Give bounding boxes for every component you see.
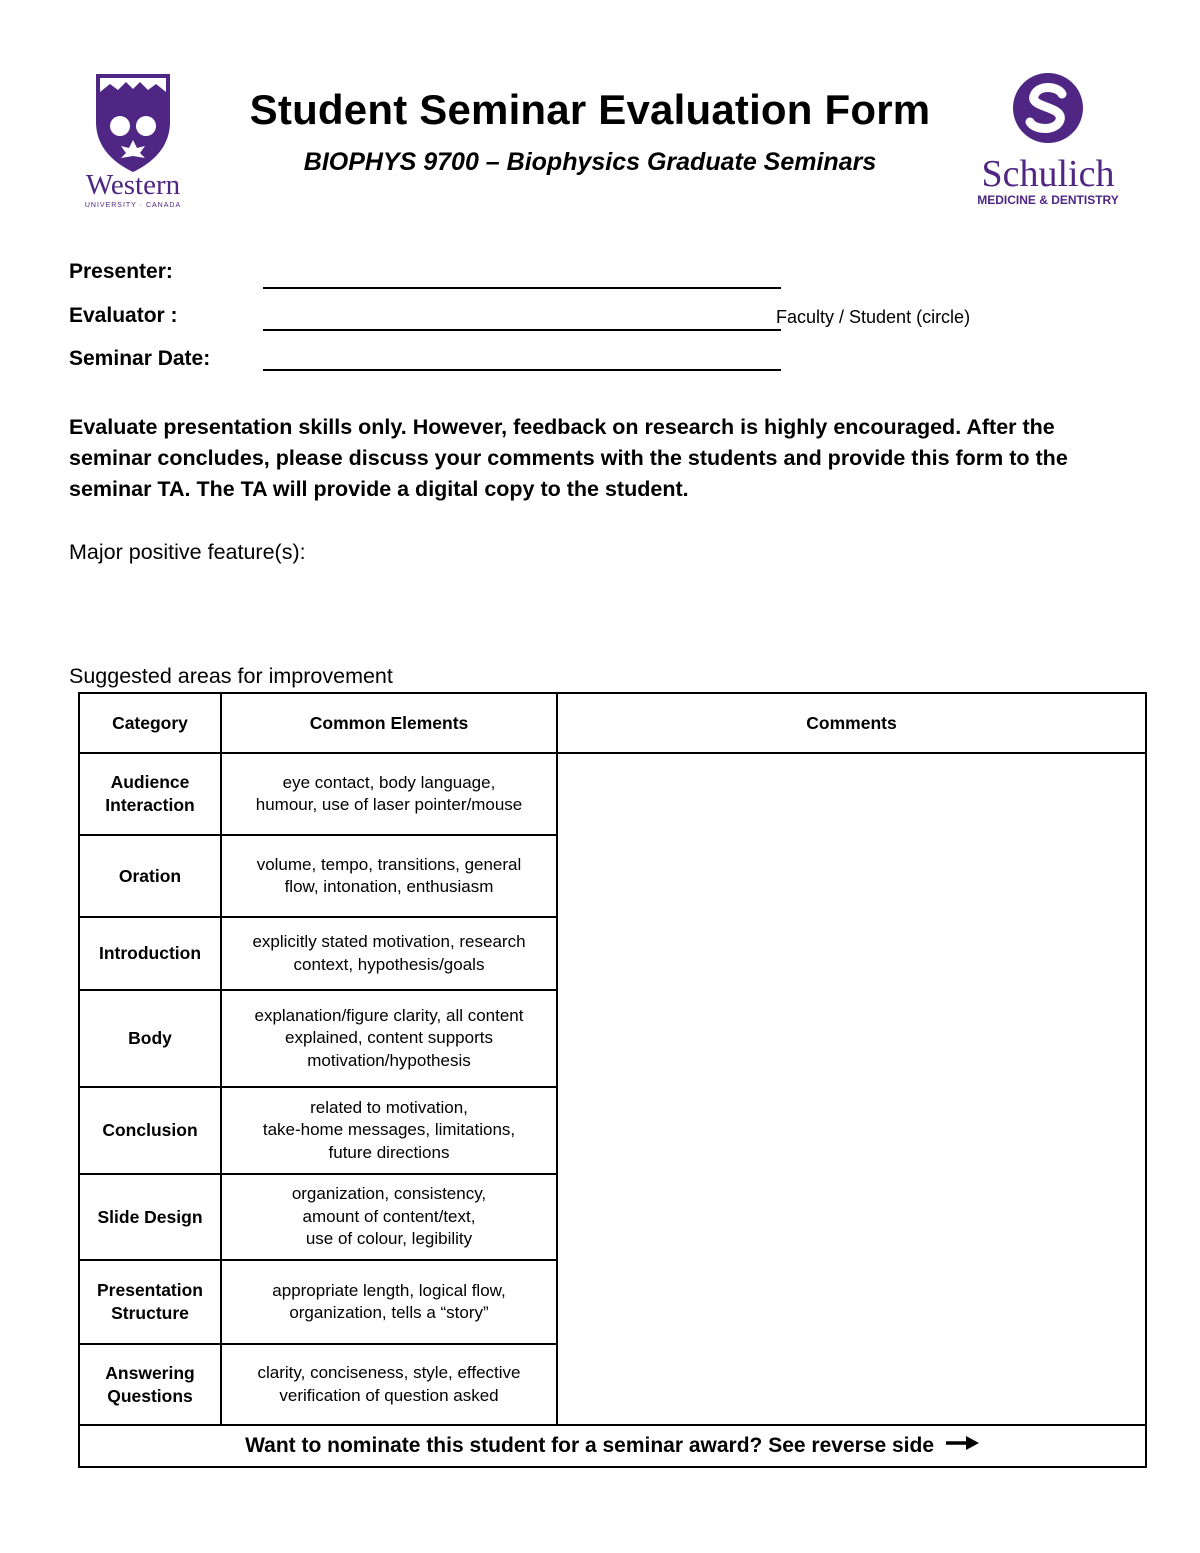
elements-cell: organization, consistency, amount of content/text, use of colour, legibility — [221, 1174, 557, 1260]
instructions: Evaluate presentation skills only. However, feedback on research is highly encouraged. After the seminar concludes, please discuss your comments with the students and provide this form to the seminar TA. The TA will provide a digital copy to the student. — [69, 415, 1068, 501]
evaluator-label: Evaluator : — [69, 304, 178, 327]
elements-cell: clarity, conciseness, style, effective verification of question asked — [221, 1344, 557, 1425]
comments-cell[interactable] — [557, 753, 1146, 1425]
table-row — [79, 753, 1146, 835]
award-nomination-note: Want to nominate this student for a seminar award? See reverse side — [79, 1425, 1146, 1467]
evaluator-role-note: Faculty / Student (circle) — [776, 307, 971, 327]
seminar-date-label: Seminar Date: — [69, 347, 211, 370]
category-cell: Conclusion — [79, 1087, 221, 1174]
evaluation-table — [78, 692, 1147, 1468]
comments-header: Comments — [557, 693, 1146, 753]
category-cell: Slide Design — [79, 1174, 221, 1260]
category-cell: Audience Interaction — [79, 753, 221, 835]
evaluator-field[interactable] — [263, 329, 781, 331]
schulich-logo — [972, 72, 1124, 212]
page-title: Student Seminar Evaluation Form — [249, 86, 931, 133]
page-subtitle: BIOPHYS 9700 – Biophysics Graduate Seminars — [303, 148, 877, 176]
schulich-logo-text: Schulich — [981, 153, 1115, 195]
table-header-row — [79, 693, 1146, 753]
presenter-label: Presenter: — [69, 260, 173, 283]
elements-cell: related to motivation, take-home messages, limitations, future directions — [221, 1087, 557, 1174]
presenter-field[interactable] — [263, 287, 781, 289]
category-header: Category — [79, 693, 221, 753]
elements-header: Common Elements — [221, 693, 557, 753]
positive-features-area[interactable] — [69, 570, 1139, 654]
arrow-right-icon — [946, 1435, 980, 1451]
positive-features-label: Major positive feature(s): — [69, 540, 306, 564]
category-cell: Introduction — [79, 917, 221, 990]
category-cell: Answering Questions — [79, 1344, 221, 1425]
category-cell: Presentation Structure — [79, 1260, 221, 1344]
elements-cell: appropriate length, logical flow, organization, tells a “story” — [221, 1260, 557, 1344]
seminar-date-field[interactable] — [263, 369, 781, 371]
elements-cell: explicitly stated motivation, research context, hypothesis/goals — [221, 917, 557, 990]
elements-cell: eye contact, body language, humour, use of laser pointer/mouse — [221, 753, 557, 835]
elements-cell: explanation/figure clarity, all content explained, content supports motivation/hypothesis — [221, 990, 557, 1087]
elements-cell: volume, tempo, transitions, general flow, intonation, enthusiasm — [221, 835, 557, 917]
category-cell: Oration — [79, 835, 221, 917]
category-cell: Body — [79, 990, 221, 1087]
schulich-logo-subtext: MEDICINE & DENTISTRY — [977, 193, 1119, 207]
table-footer-row — [79, 1425, 1146, 1467]
western-university-logo — [70, 70, 196, 210]
improvement-label: Suggested areas for improvement — [69, 664, 393, 688]
western-logo-subtext: UNIVERSITY · CANADA — [84, 202, 182, 209]
western-logo-text: Western — [85, 169, 181, 201]
